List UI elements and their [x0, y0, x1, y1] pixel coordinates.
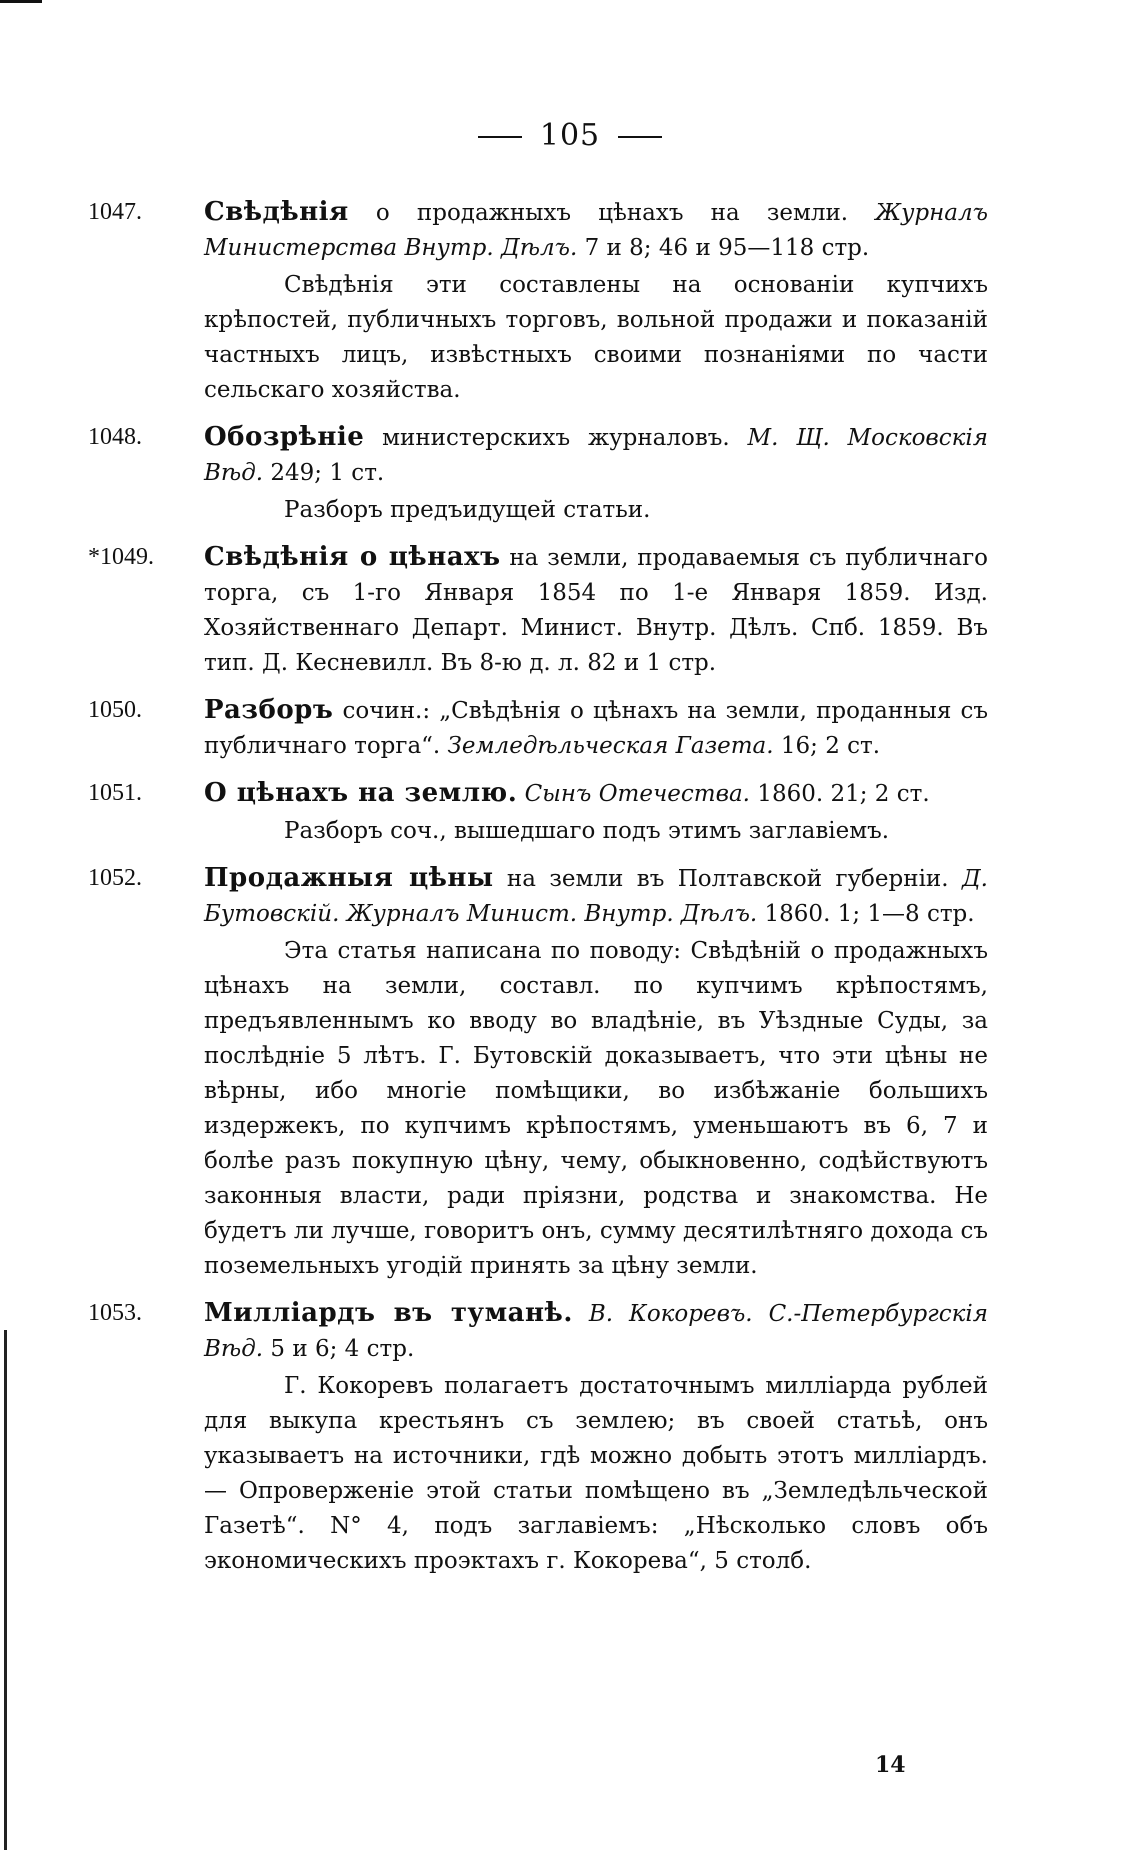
entry-annotation: Эта статья написана по поводу: Свѣдѣній о продажныхъ цѣнахъ на земли, составл. по купчимъ крѣпостямъ, предъявленнымъ ко вводу во владѣніе, въ Уѣздные Суды, за послѣдніе 5 лѣтъ. Г. Бутовскій доказываетъ, что эти цѣны не вѣрны, ибо многіе помѣщики, во избѣжаніе большихъ издержекъ, по купчимъ крѣпостямъ, уменьшаютъ въ 6, 7 и болѣе разъ покупную цѣну, чему, обыкновенно, содѣйствуютъ законныя власти, ради пріязни, родства и знакомства. Не будетъ ли лучше, говоритъ онъ, сумму десятилѣтняго дохода съ поземельныхъ угодій принять за цѣну земли. — [204, 938, 988, 1279]
page-header — [0, 118, 1140, 153]
entry-heading: Обозрѣніе — [204, 422, 365, 452]
header-dash-left — [478, 136, 522, 138]
entry-number: 1048. — [88, 424, 142, 450]
entry-heading: Свѣдѣнія — [204, 197, 349, 227]
entry-source: Журналъ Министерства Внутр. Дѣлъ. — [204, 200, 988, 261]
entry-1048 — [88, 420, 988, 528]
entry-number: *1049. — [88, 544, 154, 570]
entry-tail: 249; 1 ст. — [263, 460, 385, 486]
entry-heading: О цѣнахъ на землю. — [204, 778, 518, 808]
entry-annotation: Разборъ соч., вышедшаго подъ этимъ заглавіемъ. — [284, 818, 890, 844]
entry-text: о продажныхъ цѣнахъ на земли. — [348, 200, 876, 226]
bibliography-list — [88, 195, 988, 1591]
entry-citation — [204, 420, 988, 491]
entry-number: 1050. — [88, 697, 142, 723]
entry-text: на земли, продаваемыя съ публичнаго торга, съ 1-го Января 1854 по 1-е Января 1859. Изд. Хозяйственнаго Департ. Минист. Внутр. Дѣлъ. Спб. 1859. Въ тип. Д. Кесневилл. Въ 8-ю д. л. 82 и 1 стр. — [204, 545, 988, 676]
entry-text — [517, 781, 524, 807]
entry-tail: 7 и 8; 46 и 95—118 стр. — [577, 235, 870, 261]
entry-text: министерскихъ журналовъ. — [364, 425, 748, 451]
entry-number: 1053. — [88, 1300, 142, 1326]
entry-tail: 16; 2 ст. — [773, 733, 881, 759]
entry-annotation: Г. Кокоревъ полагаетъ достаточнымъ милліарда рублей для выкупа крестьянъ съ землею; въ своей статьѣ, онъ указываетъ на источники, гдѣ можно добыть этотъ милліардъ. — Опроверженіе этой статьи помѣщено въ „Земледѣльческой Газетѣ“. N° 4, подъ заглавіемъ: „Нѣсколько словъ объ экономическихъ проэктахъ г. Кокорева“, 5 столб. — [204, 1373, 988, 1574]
entry-text: сочин.: „Свѣдѣнія о цѣнахъ на земли, проданныя съ публичнаго торга“. — [204, 698, 988, 759]
entry-text — [573, 1301, 589, 1327]
entry-citation — [204, 1296, 988, 1367]
entry-annotation: Разборъ предъидущей статьи. — [284, 497, 651, 523]
entry-source: Д. Бутовскій. Журналъ Минист. Внутр. Дѣлъ. — [204, 866, 988, 927]
entry-1051 — [88, 776, 988, 849]
header-dash-right — [618, 136, 662, 138]
entry-1053 — [88, 1296, 988, 1579]
entry-tail: 5 и 6; 4 стр. — [263, 1336, 415, 1362]
entry-citation — [204, 195, 988, 266]
entry-number: 1051. — [88, 780, 142, 806]
entry-heading: Продажныя цѣны — [204, 863, 494, 893]
entry-tail: 1860. 21; 2 ст. — [750, 781, 930, 807]
entry-tail: 1860. 1; 1—8 стр. — [757, 901, 975, 927]
signature-mark: 14 — [875, 1752, 906, 1778]
entry-1052 — [88, 861, 988, 1284]
entry-citation — [204, 693, 988, 764]
entry-heading: Разборъ — [204, 695, 334, 725]
entry-source: Земледѣльческая Газета. — [447, 733, 774, 759]
entry-source: М. Щ. Московскія Вѣд. — [204, 425, 988, 486]
entry-heading: Милліардъ въ туманѣ. — [204, 1298, 573, 1328]
entry-1050 — [88, 693, 988, 764]
entry-citation — [204, 540, 988, 681]
scan-edge-shadow — [4, 1330, 7, 1850]
entry-citation — [204, 861, 988, 932]
entry-1049 — [88, 540, 988, 681]
entry-annotation: Свѣдѣнія эти составлены на основаніи купчихъ крѣпостей, публичныхъ торговъ, вольной продажи и показаній частныхъ лицъ, извѣстныхъ своими познаніями по части сельскаго хозяйства. — [204, 272, 988, 403]
scan-border-mark — [0, 0, 42, 3]
entry-citation — [204, 776, 988, 812]
entry-text: на земли въ Полтавской губерніи. — [493, 866, 962, 892]
entry-number: 1047. — [88, 199, 142, 225]
entry-number: 1052. — [88, 865, 142, 891]
entry-source: Сынъ Отечества. — [524, 781, 750, 807]
entry-1047 — [88, 195, 988, 408]
entry-heading: Свѣдѣнія о цѣнахъ — [204, 542, 501, 572]
entry-source: В. Кокоревъ. С.-Петербургскія Вѣд. — [204, 1301, 988, 1362]
page-number: 105 — [539, 118, 601, 153]
